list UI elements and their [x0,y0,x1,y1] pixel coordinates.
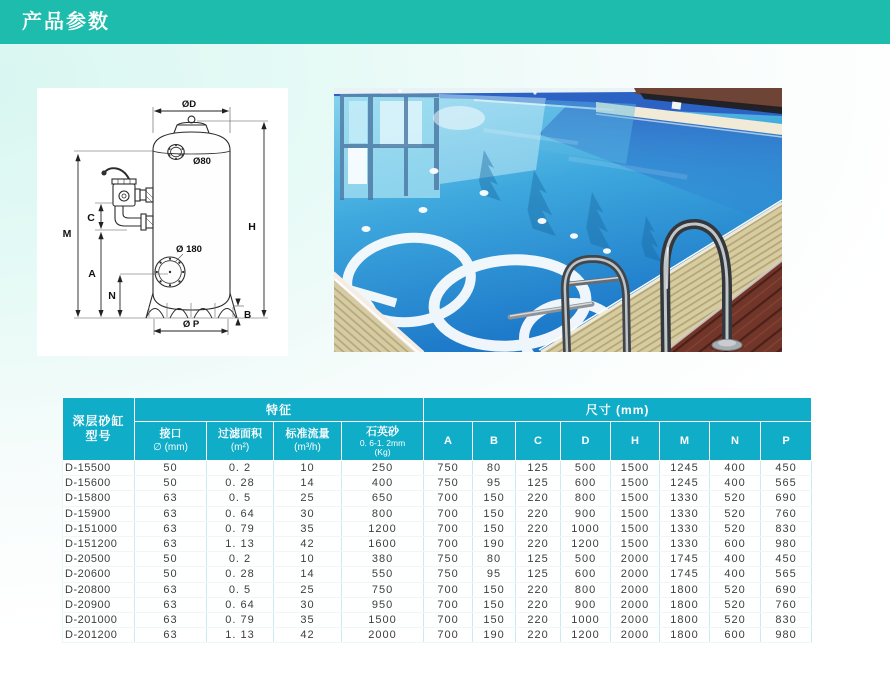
value-cell: 700 [424,521,473,536]
value-cell: 2000 [611,612,660,627]
table-row [63,612,812,627]
value-cell: 0. 64 [207,597,274,612]
col-header-dim-c: C [516,422,561,461]
table-row [63,628,812,643]
value-cell: 2000 [611,552,660,567]
value-cell: 150 [473,506,516,521]
value-cell: 220 [516,628,561,643]
label-body-height: A [88,268,96,280]
model-cell: D-15600 [63,476,135,491]
value-cell: 1200 [561,536,611,551]
value-cell: 1330 [660,521,710,536]
value-cell: 1500 [611,521,660,536]
label-top-diameter: ØD [181,99,197,110]
model-cell: D-20800 [63,582,135,597]
value-cell: 600 [710,536,761,551]
value-cell: 0. 2 [207,461,274,476]
value-cell: 600 [561,567,611,582]
value-cell: 10 [274,461,342,476]
value-cell: 830 [761,521,812,536]
value-cell: 1500 [611,536,660,551]
value-cell: 565 [761,567,812,582]
value-cell: 800 [342,506,424,521]
table-row [63,521,812,536]
value-cell: 380 [342,552,424,567]
label-height: H [248,221,256,233]
value-cell: 450 [761,461,812,476]
value-cell: 830 [761,612,812,627]
feature-group-header: 特征 [135,398,424,422]
value-cell: 220 [516,521,561,536]
value-cell: 250 [342,461,424,476]
table-row [63,582,812,597]
pool-photo [334,88,782,352]
value-cell: 14 [274,476,342,491]
value-cell: 0. 5 [207,491,274,506]
value-cell: 900 [561,506,611,521]
value-cell: 220 [516,612,561,627]
model-cell: D-201000 [63,612,135,627]
value-cell: 0. 2 [207,552,274,567]
value-cell: 0. 64 [207,506,274,521]
value-cell: 750 [424,567,473,582]
value-cell: 520 [710,582,761,597]
col-header-port: 接口 ∅ (mm) [135,422,207,461]
value-cell: 565 [761,476,812,491]
value-cell: 63 [135,521,207,536]
value-cell: 63 [135,536,207,551]
value-cell: 750 [424,552,473,567]
value-cell: 95 [473,476,516,491]
value-cell: 750 [424,461,473,476]
value-cell: 80 [473,461,516,476]
value-cell: 220 [516,536,561,551]
value-cell: 25 [274,491,342,506]
model-cell: D-201200 [63,628,135,643]
col-header-dim-b: B [473,422,516,461]
value-cell: 150 [473,491,516,506]
model-cell: D-20600 [63,567,135,582]
wall-fitting-dot [398,89,401,92]
value-cell: 190 [473,536,516,551]
model-cell: D-15500 [63,461,135,476]
table-row [63,597,812,612]
page-title: 产品参数 [22,11,110,33]
value-cell: 2000 [611,567,660,582]
model-cell: D-151000 [63,521,135,536]
table-row [63,476,812,491]
value-cell: 600 [561,476,611,491]
value-cell: 190 [473,628,516,643]
filter-tank-drawing [37,88,288,356]
model-cell: D-20900 [63,597,135,612]
value-cell: 2000 [611,628,660,643]
value-cell: 520 [710,597,761,612]
label-side-port: Ø 180 [176,244,202,255]
value-cell: 63 [135,506,207,521]
value-cell: 760 [761,597,812,612]
table-row [63,491,812,506]
value-cell: 800 [561,491,611,506]
value-cell: 520 [710,491,761,506]
model-column-header [63,398,135,461]
col-header-flow-rate: 标准流量 (m³/h) [274,422,342,461]
value-cell: 1800 [660,582,710,597]
table-row [63,552,812,567]
value-cell: 1500 [611,476,660,491]
value-cell: 63 [135,491,207,506]
value-cell: 500 [561,552,611,567]
value-cell: 400 [710,461,761,476]
value-cell: 520 [710,612,761,627]
value-cell: 700 [424,506,473,521]
value-cell: 400 [710,476,761,491]
value-cell: 550 [342,567,424,582]
model-cell: D-15900 [63,506,135,521]
coping-bracket [672,102,682,110]
value-cell: 30 [274,506,342,521]
value-cell: 700 [424,536,473,551]
value-cell: 690 [761,582,812,597]
value-cell: 42 [274,536,342,551]
value-cell: 1500 [611,491,660,506]
model-header-line2: 型号 [85,429,112,443]
value-cell: 500 [561,461,611,476]
label-top-flange: Ø80 [193,156,211,167]
col-header-dim-d: D [561,422,611,461]
value-cell: 0. 79 [207,521,274,536]
pool-photo-image [334,88,782,352]
value-cell: 0. 28 [207,476,274,491]
filter-tank-diagram-card [37,88,288,356]
value-cell: 150 [473,597,516,612]
label-port-offset: N [108,290,116,302]
value-cell: 1500 [611,461,660,476]
value-cell: 2000 [611,582,660,597]
col-header-dim-n: N [710,422,761,461]
tank-outline [102,116,237,318]
value-cell: 520 [710,506,761,521]
value-cell: 150 [473,521,516,536]
value-cell: 125 [516,567,561,582]
label-base-height: B [244,310,252,321]
value-cell: 1745 [660,552,710,567]
value-cell: 520 [710,521,761,536]
value-cell: 1500 [611,506,660,521]
value-cell: 150 [473,612,516,627]
value-cell: 1330 [660,491,710,506]
value-cell: 1200 [561,628,611,643]
value-cell: 750 [342,582,424,597]
value-cell: 35 [274,612,342,627]
value-cell: 63 [135,582,207,597]
value-cell: 63 [135,612,207,627]
value-cell: 50 [135,476,207,491]
table-row [63,536,812,551]
table-row [63,506,812,521]
value-cell: 400 [710,567,761,582]
value-cell: 900 [561,597,611,612]
value-cell: 1500 [342,612,424,627]
value-cell: 750 [424,476,473,491]
value-cell: 1330 [660,506,710,521]
value-cell: 35 [274,521,342,536]
value-cell: 30 [274,597,342,612]
label-base-diameter: Ø P [182,319,200,330]
spec-table [62,397,812,643]
table-row [63,461,812,476]
value-cell: 700 [424,491,473,506]
value-cell: 600 [710,628,761,643]
col-header-filter-area: 过滤面积 (m²) [207,422,274,461]
value-cell: 950 [342,597,424,612]
value-cell: 980 [761,628,812,643]
dimension-group-header: 尺寸 (mm) [424,398,812,422]
value-cell: 125 [516,476,561,491]
value-cell: 1330 [660,536,710,551]
value-cell: 760 [761,506,812,521]
value-cell: 700 [424,612,473,627]
value-cell: 400 [342,476,424,491]
value-cell: 1000 [561,612,611,627]
value-cell: 980 [761,536,812,551]
value-cell: 0. 5 [207,582,274,597]
value-cell: 125 [516,461,561,476]
value-cell: 1200 [342,521,424,536]
value-cell: 80 [473,552,516,567]
value-cell: 800 [561,582,611,597]
value-cell: 10 [274,552,342,567]
value-cell: 1800 [660,628,710,643]
value-cell: 50 [135,461,207,476]
value-cell: 220 [516,582,561,597]
value-cell: 2000 [611,597,660,612]
col-header-dim-p: P [761,422,812,461]
value-cell: 63 [135,628,207,643]
value-cell: 650 [342,491,424,506]
value-cell: 1. 13 [207,536,274,551]
label-left-total: M [62,228,72,240]
value-cell: 25 [274,582,342,597]
table-row [63,567,812,582]
section-header-banner [0,0,890,44]
value-cell: 14 [274,567,342,582]
col-header-dim-h: H [611,422,660,461]
value-cell: 450 [761,552,812,567]
model-cell: D-20500 [63,552,135,567]
value-cell: 1. 13 [207,628,274,643]
value-cell: 690 [761,491,812,506]
value-cell: 50 [135,567,207,582]
value-cell: 0. 79 [207,612,274,627]
value-cell: 400 [710,552,761,567]
value-cell: 63 [135,597,207,612]
value-cell: 95 [473,567,516,582]
value-cell: 50 [135,552,207,567]
model-cell: D-15800 [63,491,135,506]
label-valve-gap: C [87,212,95,224]
col-header-quartz-sand: 石英砂 0. 6-1. 2mm (Kg) [342,422,424,461]
value-cell: 220 [516,491,561,506]
value-cell: 220 [516,506,561,521]
value-cell: 700 [424,582,473,597]
wall-fitting-dot [533,91,536,94]
value-cell: 700 [424,628,473,643]
value-cell: 1745 [660,567,710,582]
model-cell: D-151200 [63,536,135,551]
spec-table-body [63,461,812,643]
value-cell: 2000 [342,628,424,643]
value-cell: 1245 [660,461,710,476]
model-header-line1: 深层砂缸 [72,414,125,428]
value-cell: 150 [473,582,516,597]
value-cell: 1245 [660,476,710,491]
value-cell: 1000 [561,521,611,536]
col-header-dim-a: A [424,422,473,461]
value-cell: 1800 [660,612,710,627]
col-header-dim-m: M [660,422,710,461]
value-cell: 220 [516,597,561,612]
value-cell: 700 [424,597,473,612]
value-cell: 42 [274,628,342,643]
value-cell: 1800 [660,597,710,612]
value-cell: 125 [516,552,561,567]
value-cell: 0. 28 [207,567,274,582]
value-cell: 1600 [342,536,424,551]
